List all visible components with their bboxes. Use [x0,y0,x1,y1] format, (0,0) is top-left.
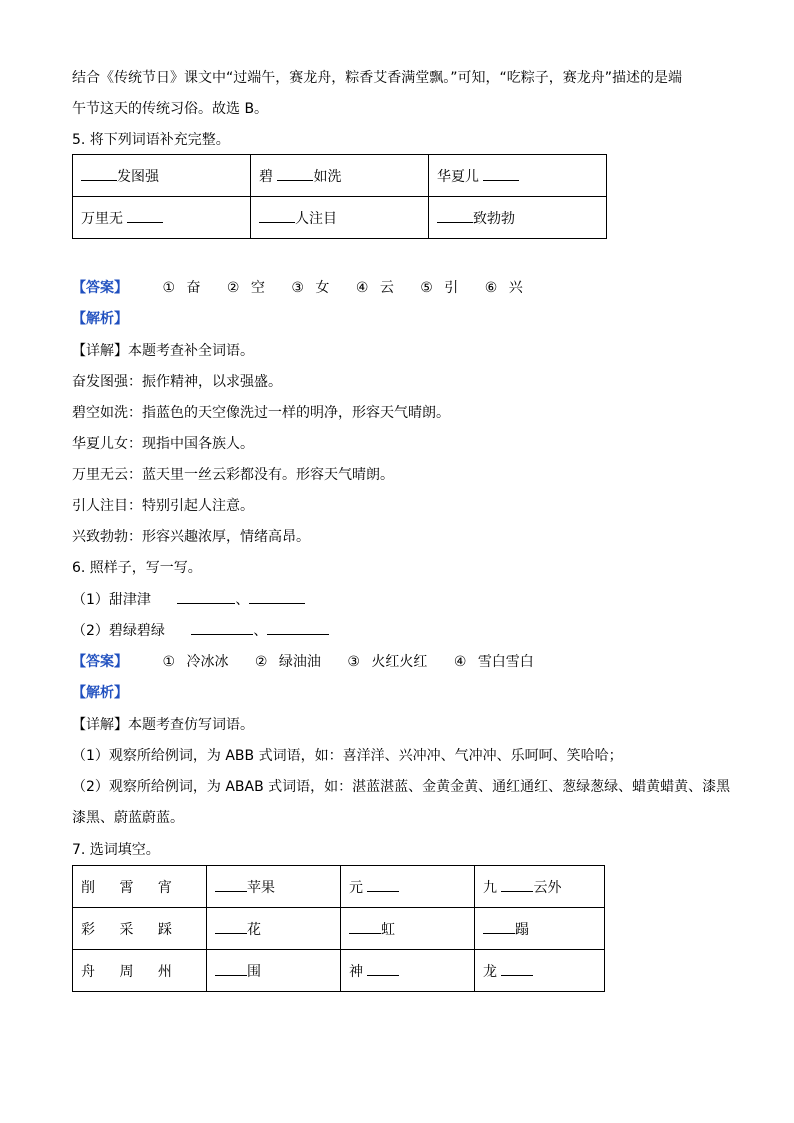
q5-answers [72,279,545,297]
answer-item: ⑥ 兴 [484,280,523,296]
fill-blank[interactable] [215,921,247,934]
analysis-tag: 【解析】 [72,311,128,327]
q7-cell: 苹果 [207,866,341,908]
fill-blank[interactable] [215,963,247,976]
analysis-tag: 【解析】 [72,685,128,701]
fill-blank[interactable] [483,168,519,181]
answer-item: ④ 云 [355,280,394,296]
fill-blank[interactable] [367,879,399,892]
q5-explanation: 碧空如洗：指蓝色的天空像洗过一样的明净，形容天气晴朗。 [72,405,450,421]
q5-explanation: 引人注目：特别引起人注意。 [72,498,254,514]
q7-cell: 九 云外 [475,866,605,908]
q5-cell: 致勃勃 [429,197,607,239]
q6-title: 6. 照样子，写一写。 [72,560,202,576]
fill-blank[interactable] [483,921,515,934]
fill-blank[interactable] [501,963,533,976]
q7-cell: 龙 [475,950,605,992]
intro-line-1: 结合《传统节日》课文中“过端午，赛龙舟，粽香艾香满堂飘。”可知，“吃粽子，赛龙舟”描述的是端 [72,70,683,86]
q6-item-2: （2）碧绿碧绿 、 [72,622,329,640]
q7-cell: 元 [341,866,475,908]
q7-cell: 蹋 [475,908,605,950]
q5-explanation: 华夏儿女：现指中国各族人。 [72,436,254,452]
intro-line-2: 午节这天的传统习俗。故选 B。 [72,101,269,117]
fill-blank[interactable] [367,963,399,976]
q6-explanation: （1）观察所给例词，为 ABB 式词语，如：喜洋洋、兴冲冲、气冲冲、乐呵呵、笑哈哈； [72,748,623,764]
q7-table [72,865,605,992]
q5-cell: 碧 如洗 [251,155,429,197]
answer-tag: 【答案】 [72,654,128,670]
q5-detail: 【详解】本题考查补全词语。 [72,343,254,359]
fill-blank[interactable] [437,210,473,223]
answer-tag: 【答案】 [72,280,128,296]
q5-title: 5. 将下列词语补充完整。 [72,132,230,148]
fill-blank[interactable] [259,210,295,223]
answer-item: ② 空 [226,280,265,296]
fill-blank[interactable] [191,622,253,635]
q5-cell: 华夏儿 [429,155,607,197]
fill-blank[interactable] [127,210,163,223]
q5-explanation: 兴致勃勃：形容兴趣浓厚，情绪高昂。 [72,529,310,545]
q5-cell: 人注目 [251,197,429,239]
q7-cell: 神 [341,950,475,992]
q5-cell: 万里无 [73,197,251,239]
answer-item: ② 绿油油 [254,654,321,670]
answer-item: ③ 女 [291,280,330,296]
fill-blank[interactable] [267,622,329,635]
fill-blank[interactable] [277,168,313,181]
answer-item: ④ 雪白雪白 [453,654,534,670]
q6-answers [72,653,556,671]
q5-table [72,154,607,239]
q6-explanation: （2）观察所给例词，为 ABAB 式词语，如：湛蓝湛蓝、金黄金黄、通红通红、葱绿葱绿、蜡黄蜡黄、漆黑 [72,779,731,795]
answer-item: ⑤ 引 [420,280,459,296]
q5-cell: 发图强 [73,155,251,197]
q7-cell: 花 [207,908,341,950]
fill-blank[interactable] [501,879,533,892]
q7-cell: 虹 [341,908,475,950]
fill-blank[interactable] [215,879,247,892]
fill-blank[interactable] [81,168,117,181]
q7-cell: 围 [207,950,341,992]
answer-item: ③ 火红火红 [347,654,428,670]
answer-item: ① 奋 [162,280,201,296]
q7-chars: 彩 采 踩 [73,908,207,950]
q7-chars: 舟 周 州 [73,950,207,992]
q5-explanation: 奋发图强：振作精神，以求强盛。 [72,374,282,390]
q7-chars: 削 霄 宵 [73,866,207,908]
q6-item-1: （1）甜津津 、 [72,591,305,609]
fill-blank[interactable] [177,591,235,604]
fill-blank[interactable] [349,921,381,934]
q6-detail: 【详解】本题考查仿写词语。 [72,717,254,733]
fill-blank[interactable] [249,591,305,604]
q7-title: 7. 选词填空。 [72,842,160,858]
q6-explanation: 漆黑、蔚蓝蔚蓝。 [72,810,184,826]
q5-explanation: 万里无云：蓝天里一丝云彩都没有。形容天气晴朗。 [72,467,394,483]
answer-item: ① 冷冰冰 [162,654,229,670]
